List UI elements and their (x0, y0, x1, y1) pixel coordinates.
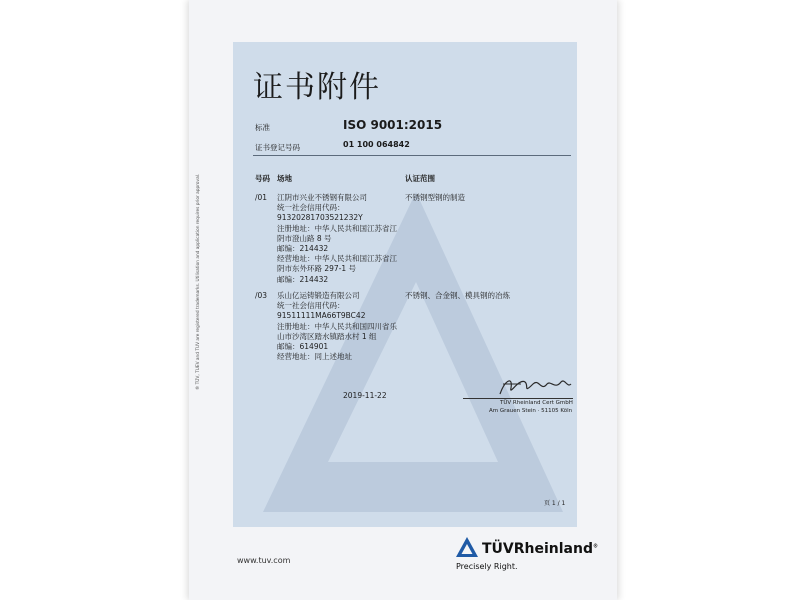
issuer-address: Am Grauen Stein · 51105 Köln (489, 408, 573, 414)
site-address-block (277, 193, 397, 285)
site-address-block (277, 291, 397, 362)
site-line: 经营地址：同上述地址 (277, 352, 352, 362)
issuer-name: TÜV Rheinland Cert GmbH (500, 400, 573, 406)
site-scope: 不锈钢、合金钢、模具钢的冶炼 (405, 291, 510, 300)
site-line: 阴市东外环路 297-1 号 (277, 264, 357, 274)
issue-date: 2019-11-22 (343, 391, 387, 400)
standard-value: ISO 9001:2015 (343, 118, 443, 132)
site-line: 山市沙湾区踏水镇踏水村 1 组 (277, 331, 377, 341)
site-line: 邮编：214432 (277, 274, 329, 284)
site-line: 经营地址：中华人民共和国江苏省江 (277, 254, 397, 264)
cert-reg-value: 01 100 064842 (343, 140, 410, 149)
site-line: 乐山亿运铸锻造有限公司 (277, 291, 360, 300)
site-line: 邮编：614901 (277, 342, 329, 352)
site-line: 91320281703521232Y (277, 213, 363, 223)
brand-name: TÜVRheinland® (482, 541, 598, 557)
site-line: 江阴市兴业不锈钢有限公司 (277, 193, 367, 202)
col-header-no: 号码 (255, 174, 270, 183)
standard-label: 标准 (255, 123, 270, 132)
site-number: /03 (255, 291, 268, 300)
site-line: 注册地址：中华人民共和国江苏省江 (277, 223, 397, 233)
site-line: 阴市澄山路 8 号 (277, 233, 332, 243)
site-number: /01 (255, 193, 268, 202)
signature-line (463, 398, 573, 399)
col-header-site: 场地 (277, 174, 292, 183)
col-header-scope: 认证范围 (405, 174, 435, 183)
site-scope: 不锈钢型钢的制造 (405, 193, 465, 202)
site-line: 统一社会信用代码： (277, 301, 345, 311)
page-title: 证书附件 (253, 70, 381, 105)
site-line: 邮编：214432 (277, 244, 329, 254)
brand-tagline: Precisely Right. (456, 562, 518, 571)
cert-reg-label: 证书登记号码 (255, 143, 300, 152)
website-link[interactable]: www.tuv.com (237, 556, 291, 565)
site-line: 统一社会信用代码： (277, 203, 345, 213)
site-line: 91511111MA66T9BC42 (277, 311, 366, 321)
page-number: 页 1 / 1 (544, 500, 566, 507)
trademark-side-note: ® TÜV, TUEV and TUV are registered trademarks. Utilisation and application requires prior approval. (196, 173, 201, 390)
site-line: 注册地址：中华人民共和国四川省乐 (277, 321, 397, 331)
header-divider (253, 155, 571, 156)
tuv-logo-icon (455, 536, 479, 558)
